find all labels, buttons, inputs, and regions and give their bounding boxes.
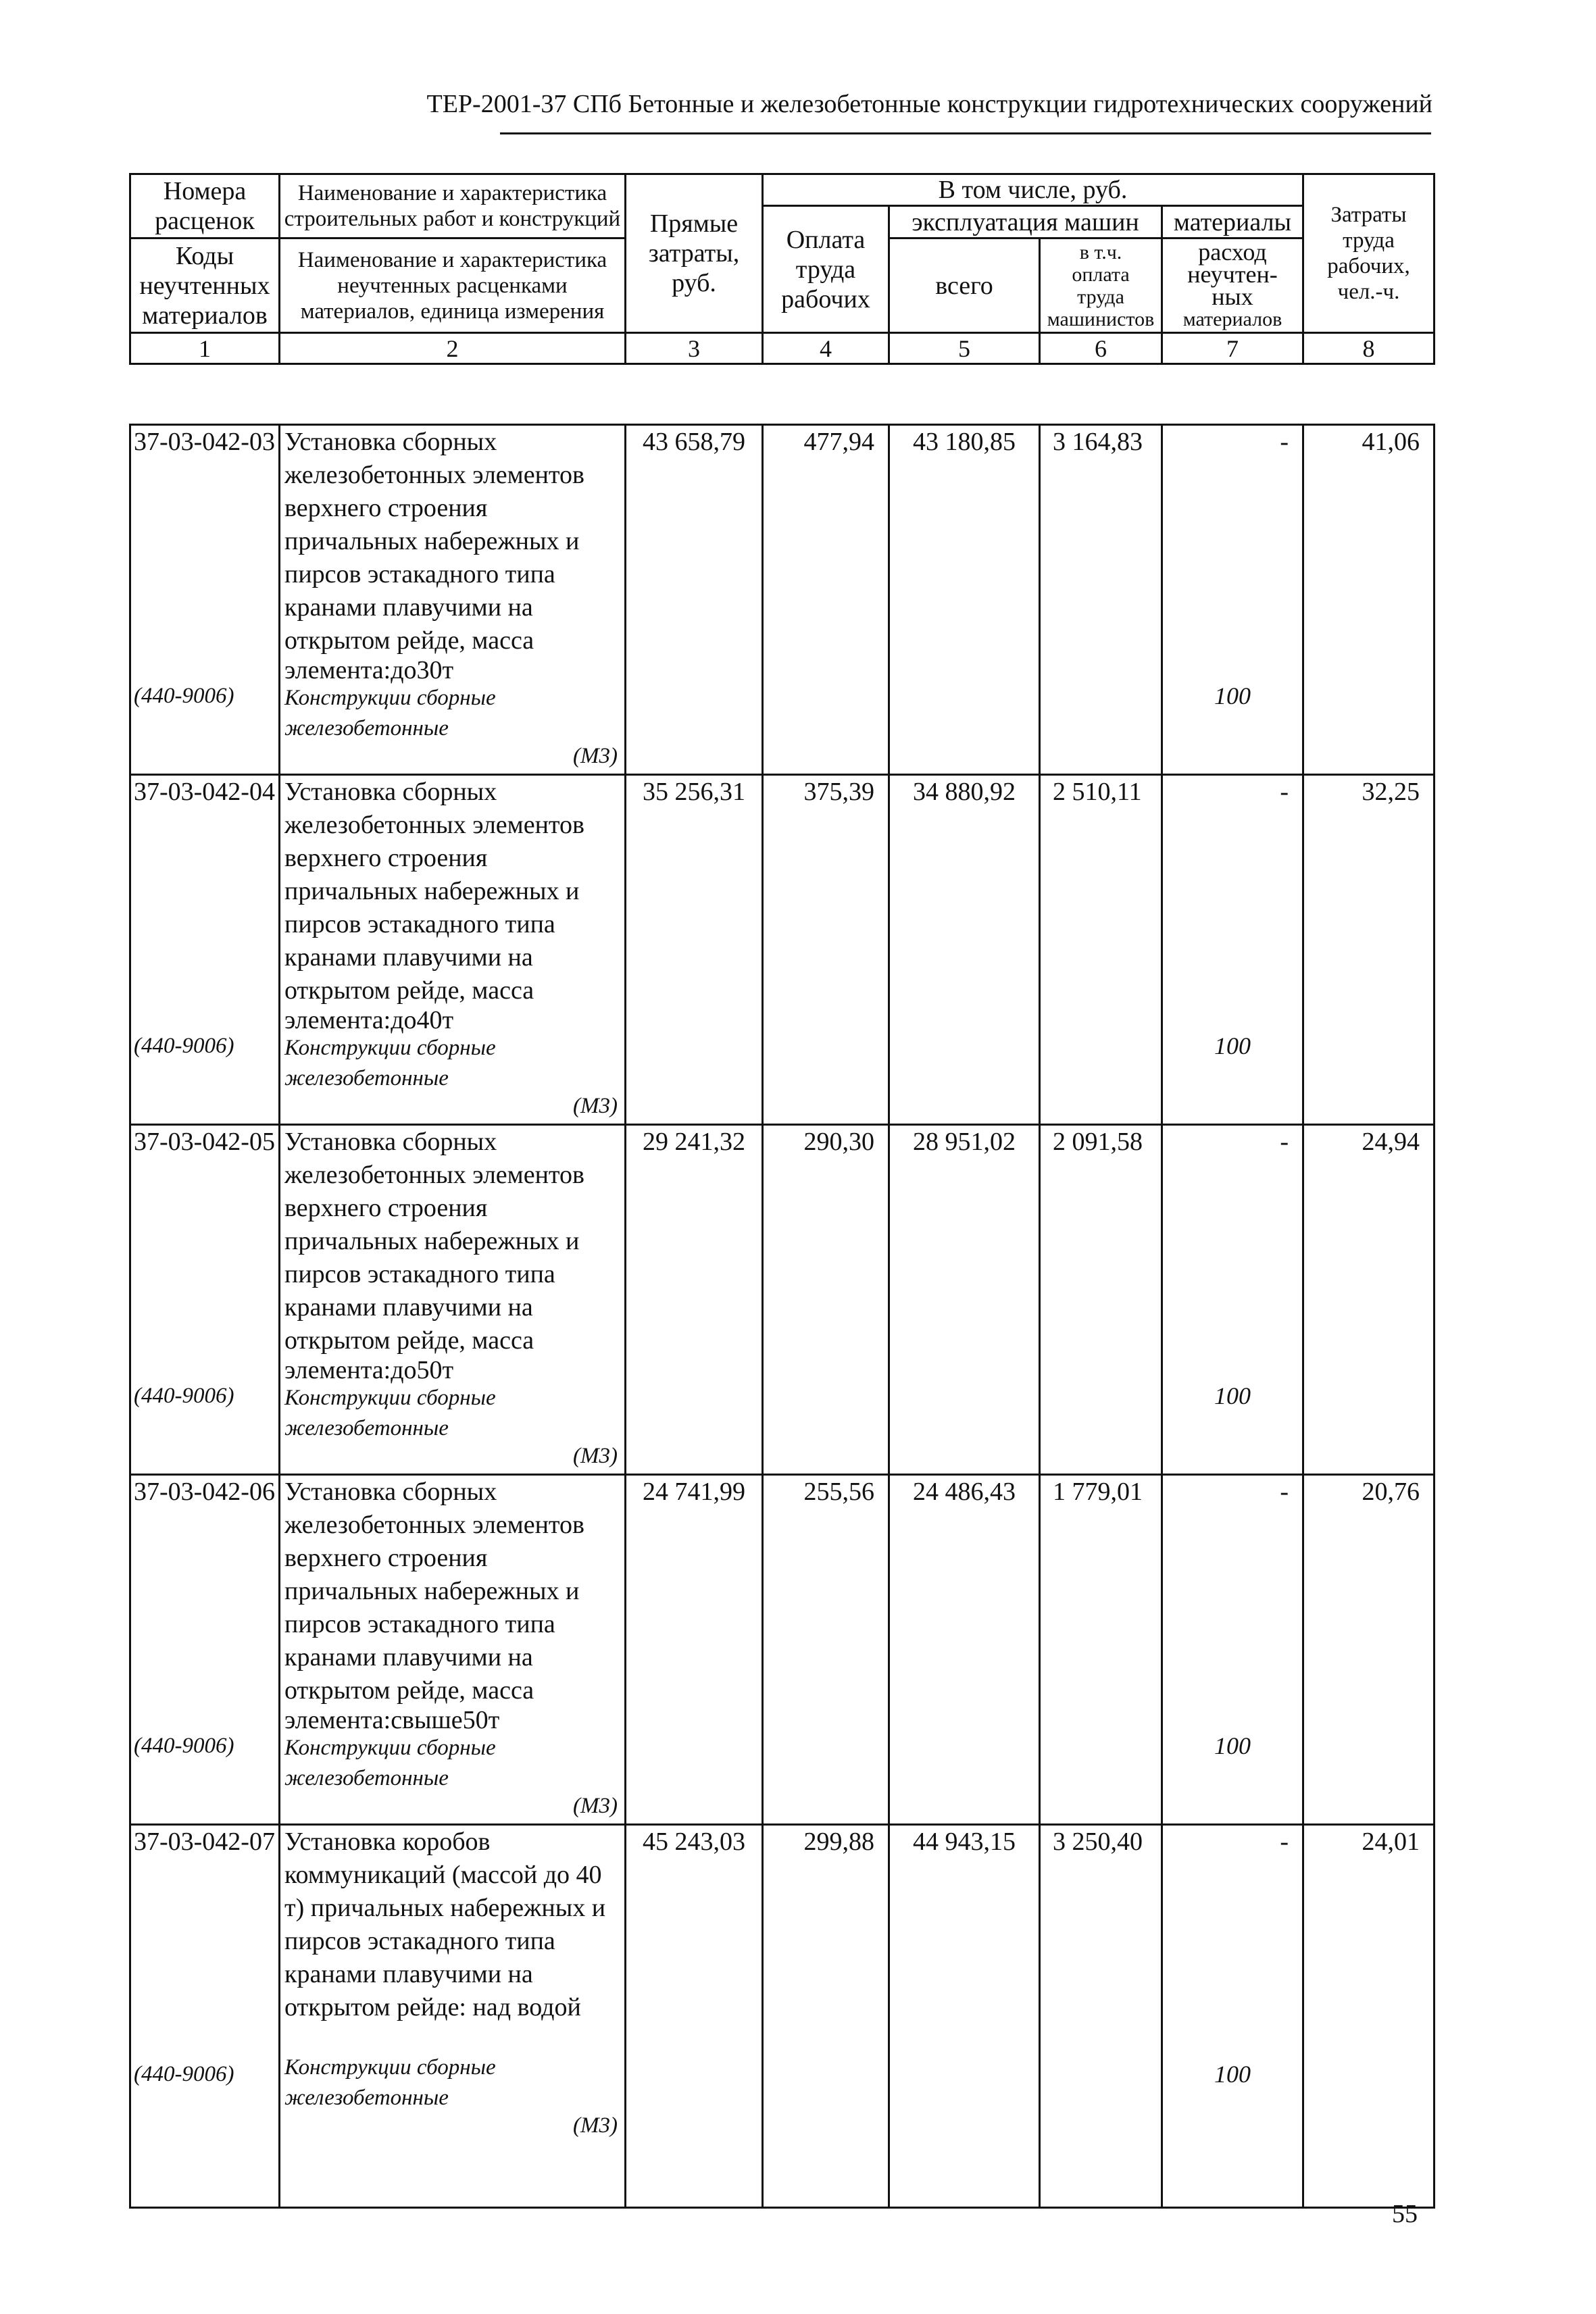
material-unit: (М3): [573, 1444, 618, 1468]
column-number: 6: [1040, 333, 1162, 364]
column-number: 1: [130, 333, 280, 364]
work-name: Установка сборных железобетонных элементов верхнего строения причальных набережных и пирсов эстакадного типа кранами плавучими на открытом рейде, масса элемента:свыше50т: [284, 1478, 584, 1734]
column-number: 2: [280, 333, 626, 364]
materials-cell: [1162, 1475, 1303, 1825]
material-quantity: 100: [1214, 1382, 1251, 1409]
table-row: [130, 775, 1435, 1125]
operators-cost: 1 779,01: [1040, 1475, 1162, 1825]
work-name-cell: [280, 1475, 626, 1825]
material-name: Конструкции сборные железобетонные: [284, 1386, 496, 1440]
col6-header: в т.ч. оплата труда машинистов: [1040, 238, 1162, 333]
labor-cost: 290,30: [763, 1125, 889, 1475]
direct-cost: 45 243,03: [626, 1825, 763, 2208]
table-row: [130, 1125, 1435, 1475]
header-table: [129, 173, 1435, 365]
col4-header: Оплата труда рабочих: [763, 206, 889, 333]
rate-code-cell: [130, 1475, 280, 1825]
table-row: [130, 1825, 1435, 2208]
machines-cost: 44 943,15: [889, 1825, 1040, 2208]
material-name: Конструкции сборные железобетонные: [284, 686, 496, 740]
machines-cost: 28 951,02: [889, 1125, 1040, 1475]
labor-cost: 477,94: [763, 425, 889, 775]
direct-cost: 24 741,99: [626, 1475, 763, 1825]
materials-header: материалы: [1162, 206, 1303, 238]
direct-cost: 35 256,31: [626, 775, 763, 1125]
machines-cost: 43 180,85: [889, 425, 1040, 775]
material-quantity: 100: [1214, 2061, 1251, 2088]
rate-code: 37-03-042-05: [134, 1128, 275, 1156]
labor-hours: 24,94: [1303, 1125, 1435, 1475]
work-name: Установка сборных железобетонных элементов верхнего строения причальных набережных и пирсов эстакадного типа кранами плавучими на открытом рейде, масса элемента:до50т: [284, 1128, 584, 1384]
materials-cell: [1162, 1825, 1303, 2208]
material-code: (440-9006): [134, 1384, 234, 1408]
title-underline: [500, 132, 1431, 134]
rate-code: 37-03-042-03: [134, 428, 275, 456]
material-quantity: 100: [1214, 1732, 1251, 1759]
column-number: 8: [1303, 333, 1435, 364]
table-row: [130, 1475, 1435, 1825]
machines-cost: 24 486,43: [889, 1475, 1040, 1825]
column-number: 7: [1162, 333, 1303, 364]
operators-cost: 3 164,83: [1040, 425, 1162, 775]
rate-code: 37-03-042-06: [134, 1478, 275, 1506]
materials-cell: [1162, 425, 1303, 775]
material-quantity: 100: [1214, 682, 1251, 709]
col1-top-header: Номера расценок: [130, 174, 280, 238]
col1-bottom-header: Коды неучтенных материалов: [130, 238, 280, 333]
col3-header: Прямые затраты, руб.: [626, 174, 763, 333]
material-code: (440-9006): [134, 2062, 234, 2086]
material-name: Конструкции сборные железобетонные: [284, 1036, 496, 1090]
labor-cost: 255,56: [763, 1475, 889, 1825]
labor-hours: 24,01: [1303, 1825, 1435, 2208]
work-name: Установка сборных железобетонных элементов верхнего строения причальных набережных и пирсов эстакадного типа кранами плавучими на открытом рейде, масса элемента:до40т: [284, 778, 584, 1034]
rate-code: 37-03-042-04: [134, 778, 275, 806]
material-unit: (М3): [573, 1794, 618, 1818]
operators-cost: 2 510,11: [1040, 775, 1162, 1125]
material-unit: (М3): [573, 2113, 618, 2138]
materials-cost: -: [1280, 778, 1289, 806]
document-title: ТЕР-2001-37 СПб Бетонные и железобетонные конструкции гидротехнических сооружений: [426, 90, 1432, 118]
work-name-cell: [280, 1825, 626, 2208]
operators-cost: 2 091,58: [1040, 1125, 1162, 1475]
materials-cell: [1162, 1125, 1303, 1475]
material-name: Конструкции сборные железобетонные: [284, 2055, 496, 2110]
labor-hours: 20,76: [1303, 1475, 1435, 1825]
col2-top-header: Наименование и характеристика строительных работ и конструкций: [280, 174, 626, 238]
table-row: [130, 425, 1435, 775]
rate-code-cell: [130, 425, 280, 775]
work-name-cell: [280, 425, 626, 775]
direct-cost: 29 241,32: [626, 1125, 763, 1475]
material-quantity: 100: [1214, 1032, 1251, 1059]
col7-header: расход неучтен- ных материалов: [1162, 238, 1303, 333]
group-header: В том числе, руб.: [763, 174, 1303, 206]
machines-cost: 34 880,92: [889, 775, 1040, 1125]
material-unit: (М3): [573, 744, 618, 768]
rate-code-cell: [130, 1825, 280, 2208]
material-code: (440-9006): [134, 1034, 234, 1058]
work-name: Установка коробов коммуникаций (массой до 40 т) причальных набережных и пирсов эстакадного типа кранами плавучими на открытом рейде: над водой: [284, 1828, 606, 2021]
col2-bottom-header: Наименование и характеристика неучтенных расценками материалов, единица измерения: [280, 238, 626, 333]
col8-header: Затраты труда рабочих, чел.-ч.: [1303, 174, 1435, 333]
page-number: 55: [1392, 2200, 1418, 2228]
materials-cost: -: [1280, 1128, 1289, 1156]
labor-cost: 375,39: [763, 775, 889, 1125]
materials-cost: -: [1280, 1828, 1289, 1856]
labor-hours: 41,06: [1303, 425, 1435, 775]
work-name: Установка сборных железобетонных элементов верхнего строения причальных набережных и пирсов эстакадного типа кранами плавучими на открытом рейде, масса элемента:до30т: [284, 428, 584, 684]
materials-cost: -: [1280, 1478, 1289, 1506]
column-number: 3: [626, 333, 763, 364]
materials-cost: -: [1280, 428, 1289, 456]
labor-cost: 299,88: [763, 1825, 889, 2208]
rate-code: 37-03-042-07: [134, 1828, 275, 1856]
materials-cell: [1162, 775, 1303, 1125]
col5-header: всего: [889, 238, 1040, 333]
direct-cost: 43 658,79: [626, 425, 763, 775]
material-code: (440-9006): [134, 684, 234, 708]
column-number: 5: [889, 333, 1040, 364]
labor-hours: 32,25: [1303, 775, 1435, 1125]
column-number: 4: [763, 333, 889, 364]
rates-table: [129, 424, 1435, 2209]
machines-header: эксплуатация машин: [889, 206, 1162, 238]
material-unit: (М3): [573, 1094, 618, 1118]
rate-code-cell: [130, 775, 280, 1125]
material-code: (440-9006): [134, 1734, 234, 1758]
work-name-cell: [280, 775, 626, 1125]
operators-cost: 3 250,40: [1040, 1825, 1162, 2208]
work-name-cell: [280, 1125, 626, 1475]
rate-code-cell: [130, 1125, 280, 1475]
material-name: Конструкции сборные железобетонные: [284, 1736, 496, 1790]
